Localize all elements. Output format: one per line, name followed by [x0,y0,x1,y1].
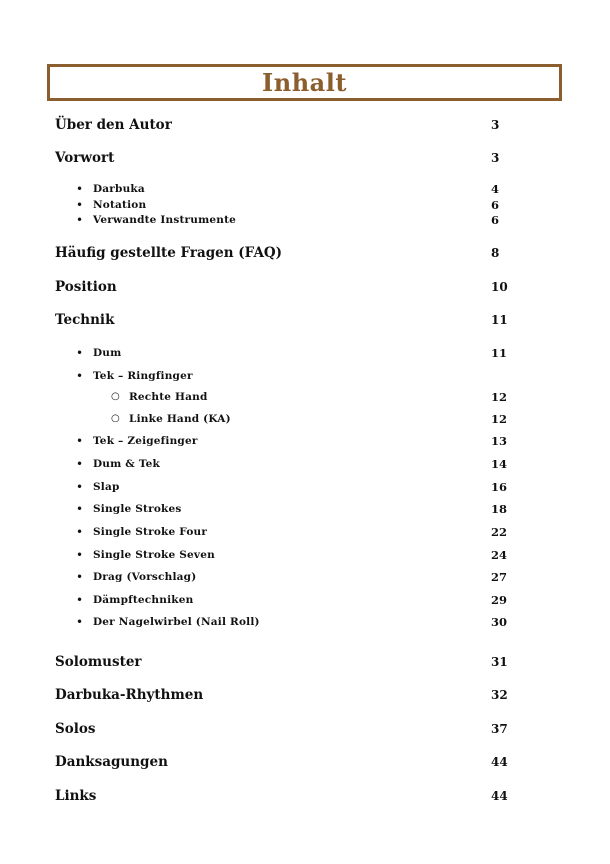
toc-entry-label: Solos [55,721,96,737]
bullet-icon: • [76,525,84,539]
toc-entry-label: Häufig gestellte Fragen (FAQ) [55,245,283,261]
toc-entry-label: Der Nagelwirbel (Nail Roll) [93,616,260,628]
toc-entry-label: Single Stroke Four [93,526,208,538]
toc-entry-tek-zeigefinger[interactable] [0,431,610,451]
toc-entry-ueber-den-autor[interactable] [0,115,610,135]
toc-entry-nagelwirbel[interactable] [0,612,610,632]
toc-title: Inhalt [262,68,347,97]
toc-entry-page: 18 [491,502,508,516]
toc-entry-label: Dum & Tek [93,458,161,470]
toc-entry-label: Drag (Vorschlag) [93,571,197,583]
toc-entry-page: 22 [491,525,508,539]
toc-entry-links[interactable] [0,786,610,806]
bullet-icon: • [76,615,84,629]
toc-entry-vorwort[interactable] [0,148,610,168]
bullet-icon: • [76,502,84,516]
toc-entry-slap[interactable] [0,477,610,497]
toc-entry-technik[interactable] [0,310,610,330]
toc-entry-solomuster[interactable] [0,652,610,672]
toc-entry-label: Verwandte Instrumente [93,214,237,226]
toc-entry-label: Tek – Zeigefinger [93,435,198,447]
toc-entry-label: Darbuka-Rhythmen [55,687,204,703]
toc-entry-tek-ringfinger[interactable] [0,366,610,386]
toc-entry-label: Slap [93,481,120,493]
toc-entry-single-stroke-four[interactable] [0,522,610,542]
toc-entry-page: 27 [491,570,508,584]
toc-entry-single-stroke-seven[interactable] [0,545,610,565]
toc-entry-page: 16 [491,480,508,494]
bullet-icon: • [76,548,84,562]
toc-entry-label: Solomuster [55,654,142,670]
toc-entry-rechte-hand[interactable] [0,387,610,407]
bullet-icon: • [76,480,84,494]
toc-entry-label: Tek – Ringfinger [93,370,193,382]
toc-entry-label: Rechte Hand [129,391,208,403]
toc-entry-label: Technik [55,312,115,328]
bullet-icon: • [76,369,84,383]
toc-entry-page: 11 [491,346,508,360]
bullet-icon: • [76,346,84,360]
toc-entry-page: 6 [491,198,500,212]
toc-entry-page: 10 [491,280,508,294]
toc-entry-page: 37 [491,722,508,736]
toc-entry-label: Dämpftechniken [93,594,194,606]
toc-entry-drag[interactable] [0,567,610,587]
bullet-icon: • [76,434,84,448]
toc-entry-page: 12 [491,390,508,404]
toc-entry-dum-tek[interactable] [0,454,610,474]
toc-entry-page: 12 [491,412,508,426]
bullet-icon: • [76,182,84,196]
toc-title-box [47,64,562,101]
toc-entry-page: 24 [491,548,508,562]
toc-entry-page: 3 [491,118,500,132]
toc-entry-label: Notation [93,199,147,211]
toc-entry-label: Linke Hand (KA) [129,413,231,425]
toc-entry-label: Vorwort [55,150,115,166]
toc-entry-verwandte-instrumente[interactable] [0,210,610,230]
toc-entry-page: 44 [491,755,508,769]
toc-entry-page: 6 [491,213,500,227]
bullet-icon: • [76,457,84,471]
toc-entry-page: 29 [491,593,508,607]
toc-entry-dum[interactable] [0,343,610,363]
toc-entry-page: 8 [491,246,500,260]
toc-entry-page: 11 [491,313,508,327]
toc-entry-daempftechniken[interactable] [0,590,610,610]
toc-entry-page: 32 [491,688,508,702]
bullet-icon: • [76,213,84,227]
toc-entry-solos[interactable] [0,719,610,739]
toc-entry-page: 3 [491,151,500,165]
toc-entry-label: Single Stroke Seven [93,549,215,561]
toc-entry-label: Single Strokes [93,503,182,515]
bullet-icon: • [76,198,84,212]
toc-entry-faq[interactable] [0,243,610,263]
toc-entry-page: 14 [491,457,508,471]
toc-entry-single-strokes[interactable] [0,499,610,519]
toc-entry-linke-hand[interactable] [0,409,610,429]
toc-entry-label: Links [55,788,97,804]
toc-entry-label: Position [55,279,117,295]
circle-bullet-icon: ○ [111,413,120,424]
circle-bullet-icon: ○ [111,391,120,402]
toc-entry-danksagungen[interactable] [0,752,610,772]
bullet-icon: • [76,593,84,607]
bullet-icon: • [76,570,84,584]
toc-entry-page: 4 [491,182,500,196]
toc-entry-page: 31 [491,655,508,669]
toc-entry-page: 44 [491,789,508,803]
toc-entry-label: Über den Autor [55,117,172,133]
toc-entry-page: 13 [491,434,508,448]
toc-entry-label: Danksagungen [55,754,168,770]
toc-entry-darbuka-rhythmen[interactable] [0,685,610,705]
toc-entry-page: 30 [491,615,508,629]
toc-entry-label: Darbuka [93,183,145,195]
toc-entry-position[interactable] [0,277,610,297]
toc-entry-label: Dum [93,347,122,359]
